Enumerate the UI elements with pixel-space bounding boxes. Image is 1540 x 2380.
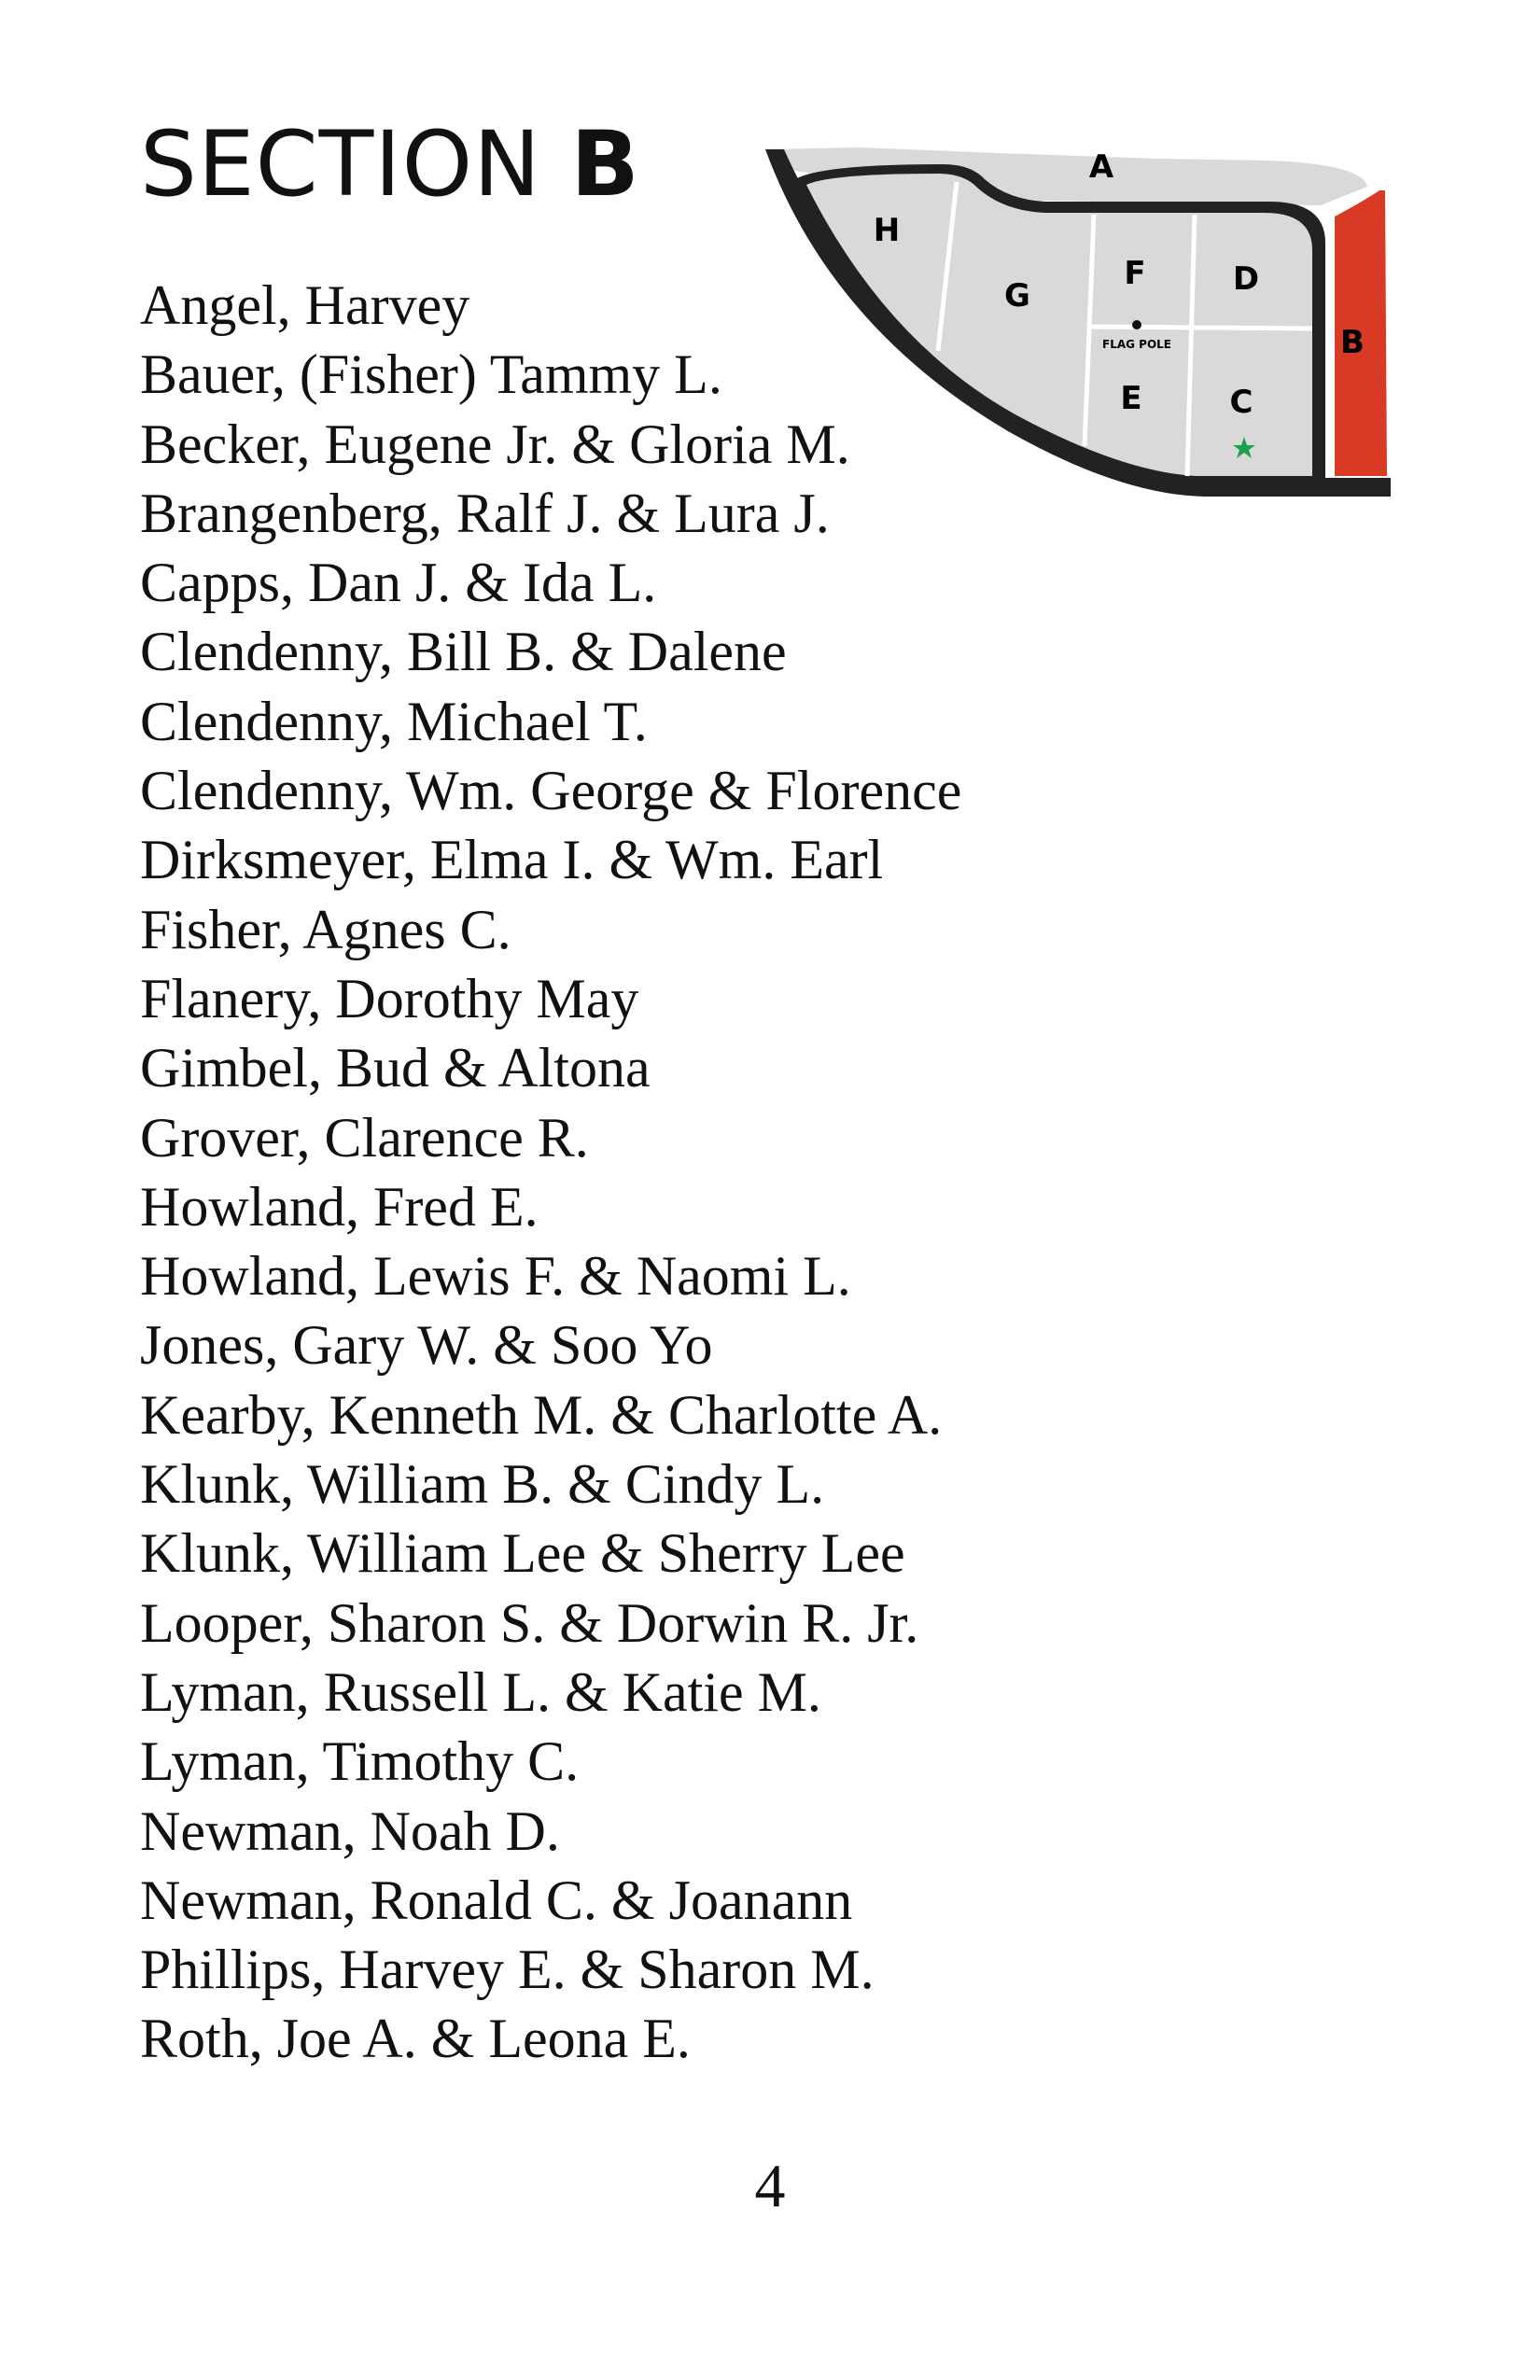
name-entry: Grover, Clarence R. <box>140 1106 589 1169</box>
name-entry: Clendenny, Wm. George & Florence <box>140 760 962 822</box>
map-label-f: F <box>1124 255 1146 292</box>
map-label-a: A <box>1088 148 1114 186</box>
map-label-g: G <box>1004 277 1030 315</box>
map-label-h: H <box>873 212 901 249</box>
name-entry: Becker, Eugene Jr. & Gloria M. <box>140 413 850 475</box>
page-number: 4 <box>754 2152 786 2220</box>
name-entry: Phillips, Harvey E. & Sharon M. <box>140 1939 875 2001</box>
name-entry: Bauer, (Fisher) Tammy L. <box>140 343 722 406</box>
name-entry: Clendenny, Michael T. <box>140 690 648 752</box>
name-entry: Angel, Harvey <box>140 274 470 336</box>
name-entry: Lyman, Russell L. & Katie M. <box>140 1660 821 1723</box>
map-label-b: B <box>1340 324 1365 361</box>
name-entry: Newman, Ronald C. & Joanann <box>140 1869 853 1931</box>
name-entry: Capps, Dan J. & Ida L. <box>140 552 657 614</box>
name-entry: Kearby, Kenneth M. & Charlotte A. <box>140 1383 943 1446</box>
map-label-c: C <box>1229 384 1253 421</box>
map-label-flag-pole: FLAG POLE <box>1102 338 1171 351</box>
name-entry: Dirksmeyer, Elma I. & Wm. Earl <box>140 829 884 891</box>
name-entry: Flanery, Dorothy May <box>140 967 639 1029</box>
names-list <box>140 271 961 2074</box>
name-entry: Newman, Noah D. <box>140 1799 560 1862</box>
map-label-d: D <box>1232 260 1260 298</box>
name-entry: Fisher, Agnes C. <box>140 898 511 960</box>
title-prefix: SECTION <box>140 112 571 217</box>
name-entry: Klunk, William Lee & Sherry Lee <box>140 1522 905 1585</box>
name-entry: Lyman, Timothy C. <box>140 1730 580 1793</box>
map-label-e: E <box>1120 380 1142 417</box>
title-section-letter: B <box>570 112 640 217</box>
name-entry: Roth, Joe A. & Leona E. <box>140 2008 691 2070</box>
page-title <box>140 112 640 217</box>
name-entry: Gimbel, Bud & Altona <box>140 1037 651 1099</box>
flag-pole-marker <box>1132 320 1141 329</box>
name-entry: Clendenny, Bill B. & Dalene <box>140 621 787 683</box>
name-entry: Brangenberg, Ralf J. & Lura J. <box>140 482 830 544</box>
name-entry: Jones, Gary W. & Soo Yo <box>140 1314 713 1377</box>
name-entry: Klunk, William B. & Cindy L. <box>140 1453 825 1516</box>
name-entry: Howland, Fred E. <box>140 1175 539 1238</box>
name-entry: Looper, Sharon S. & Dorwin R. Jr. <box>140 1591 919 1654</box>
name-entry: Howland, Lewis F. & Naomi L. <box>140 1245 851 1308</box>
